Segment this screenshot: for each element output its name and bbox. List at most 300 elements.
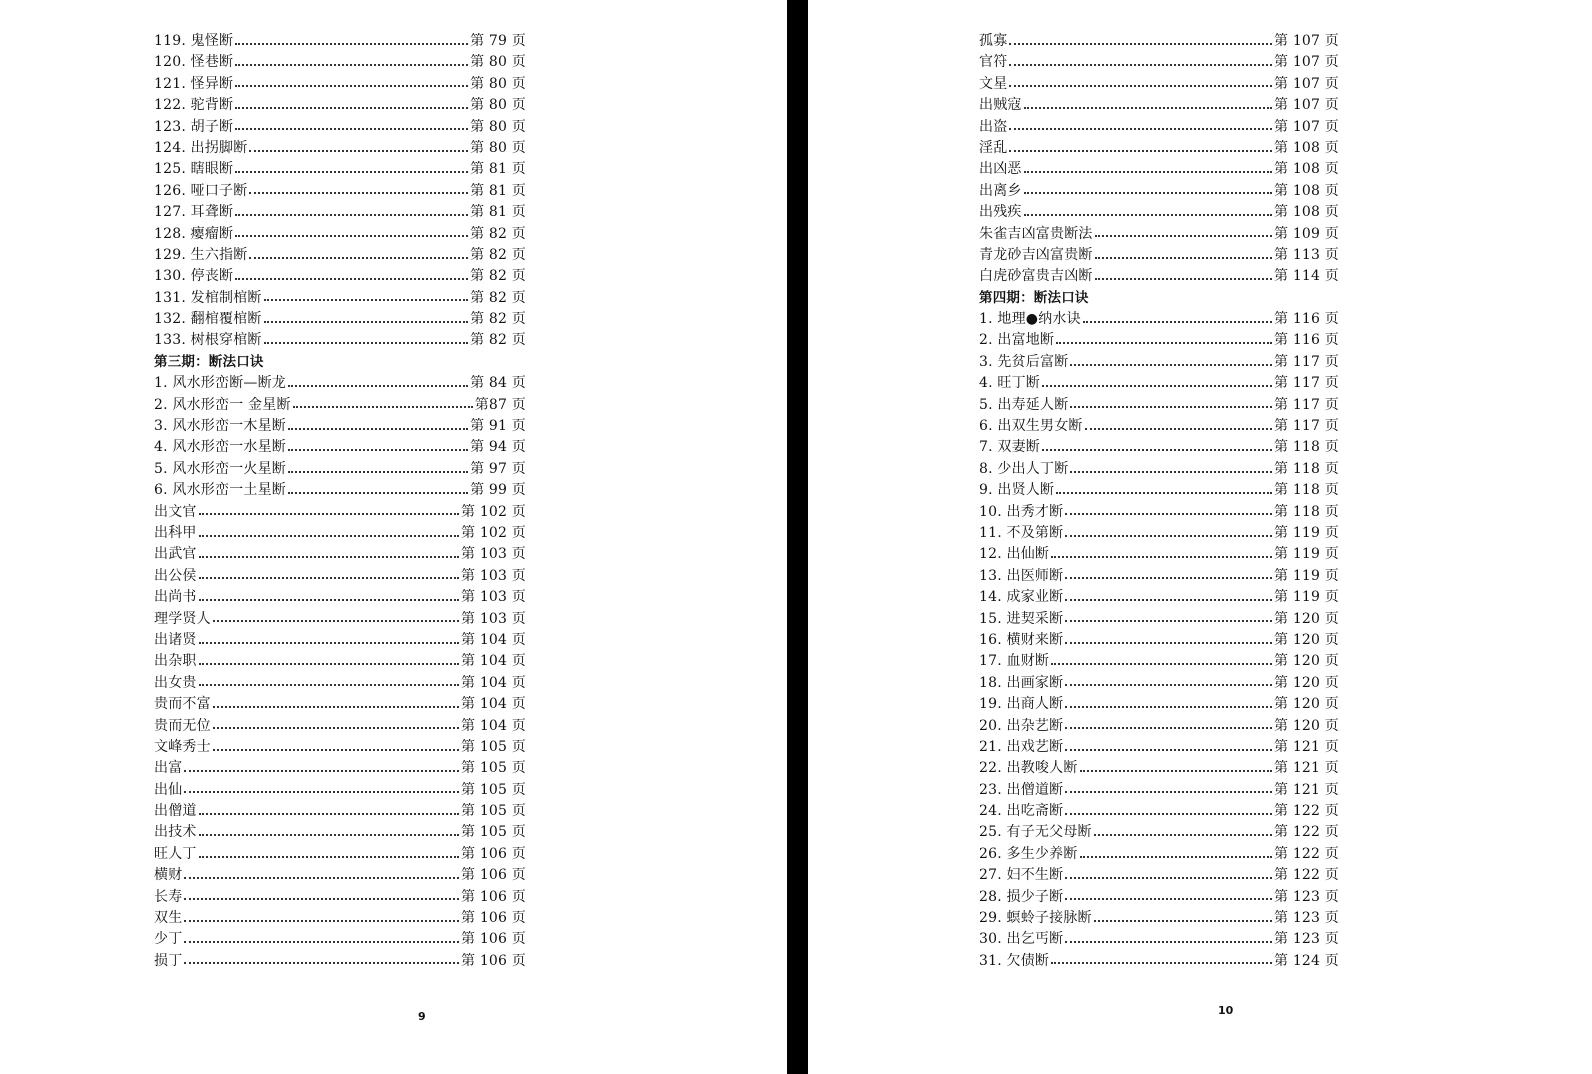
toc-entry-title: 4. 风水形峦一水星断 bbox=[154, 439, 287, 456]
dot-leader bbox=[1065, 706, 1272, 708]
toc-entry bbox=[154, 908, 526, 929]
toc-entry-page: 第 107 页 bbox=[1273, 118, 1339, 135]
toc-entry-page: 第 120 页 bbox=[1273, 610, 1339, 627]
toc-entry-page: 第 106 页 bbox=[460, 952, 526, 969]
toc-entry bbox=[154, 245, 526, 266]
dot-leader bbox=[213, 749, 459, 751]
toc-entry-page: 第 79 页 bbox=[470, 33, 526, 49]
dot-leader bbox=[213, 620, 459, 622]
toc-entry bbox=[154, 480, 526, 501]
toc-entry-title: 17. 血财断 bbox=[979, 653, 1050, 670]
toc-entry-page: 第 118 页 bbox=[1273, 439, 1339, 456]
toc-entry-title: 出技术 bbox=[154, 824, 197, 841]
toc-entry-title: 3. 风水形峦一木星断 bbox=[154, 418, 287, 435]
toc-entry-title: 31. 欠债断 bbox=[979, 952, 1050, 969]
toc-entry-title: 出公侯 bbox=[154, 567, 197, 584]
dot-leader bbox=[1009, 85, 1272, 87]
toc-entry-page: 第 121 页 bbox=[1273, 760, 1339, 777]
toc-entry-page: 第 122 页 bbox=[1273, 867, 1339, 884]
toc-entry bbox=[154, 780, 526, 801]
toc-entry bbox=[154, 181, 526, 202]
dot-leader bbox=[288, 449, 468, 451]
toc-entry-title: 119. 鬼怪断 bbox=[154, 33, 234, 49]
toc-entry-page: 第 80 页 bbox=[470, 97, 526, 114]
section-heading bbox=[154, 352, 526, 373]
toc-entry-title: 2. 出富地断 bbox=[979, 332, 1055, 349]
toc-entry-page: 第 82 页 bbox=[470, 289, 526, 306]
dot-leader bbox=[235, 85, 468, 87]
toc-entry-page: 第 119 页 bbox=[1273, 567, 1339, 584]
toc-entry-title: 文星 bbox=[979, 75, 1008, 92]
toc-entry bbox=[154, 844, 526, 865]
section-heading-title: 第三期：断法口诀 bbox=[154, 353, 264, 370]
toc-entry bbox=[154, 373, 526, 394]
toc-entry bbox=[979, 416, 1339, 437]
toc-entry bbox=[979, 694, 1339, 715]
toc-entry-page: 第 105 页 bbox=[460, 781, 526, 798]
toc-entry-title: 13. 出医师断 bbox=[979, 567, 1064, 584]
toc-entry-title: 官符 bbox=[979, 54, 1008, 71]
dot-leader bbox=[235, 235, 468, 237]
toc-entry-title: 9. 出贤人断 bbox=[979, 482, 1055, 499]
toc-entry-page: 第 103 页 bbox=[460, 610, 526, 627]
dot-leader bbox=[199, 599, 459, 601]
toc-entry-page: 第 123 页 bbox=[1273, 931, 1339, 948]
toc-entry bbox=[979, 844, 1339, 865]
toc-entry-title: 出富 bbox=[154, 760, 183, 777]
toc-entry-page: 第 121 页 bbox=[1273, 781, 1339, 798]
dot-leader bbox=[184, 941, 459, 943]
toc-entry-page: 第 81 页 bbox=[470, 161, 526, 178]
dot-leader bbox=[1095, 257, 1272, 259]
toc-entry bbox=[979, 908, 1339, 929]
toc-entry-title: 出仙 bbox=[154, 781, 183, 798]
toc-entry bbox=[979, 459, 1339, 480]
toc-entry-title: 23. 出僧道断 bbox=[979, 781, 1064, 798]
toc-entry bbox=[979, 330, 1339, 351]
dot-leader bbox=[199, 642, 459, 644]
toc-entry-title: 双生 bbox=[154, 910, 183, 927]
toc-entry-page: 第 108 页 bbox=[1273, 161, 1339, 178]
toc-entry-page: 第 106 页 bbox=[460, 910, 526, 927]
toc-entry-title: 126. 哑口子断 bbox=[154, 182, 248, 199]
dot-leader bbox=[1065, 620, 1272, 622]
dot-leader bbox=[249, 192, 468, 194]
toc-entry bbox=[979, 865, 1339, 886]
toc-entry-page: 第 113 页 bbox=[1273, 246, 1339, 263]
toc-entry bbox=[979, 887, 1339, 908]
toc-entry-page: 第 103 页 bbox=[460, 567, 526, 584]
dot-leader bbox=[184, 898, 459, 900]
dot-leader bbox=[1080, 770, 1272, 772]
toc-entry bbox=[979, 181, 1339, 202]
toc-entry bbox=[154, 202, 526, 223]
dot-leader bbox=[184, 920, 459, 922]
toc-entry-title: 出杂职 bbox=[154, 653, 197, 670]
toc-entry-page: 第 105 页 bbox=[460, 824, 526, 841]
toc-entry-title: 127. 耳聋断 bbox=[154, 204, 234, 221]
toc-entry-title: 出贼寇 bbox=[979, 97, 1022, 114]
toc-entry-page: 第 82 页 bbox=[470, 332, 526, 349]
dot-leader bbox=[199, 813, 459, 815]
toc-entry-title: 1. 风水形峦断—断龙 bbox=[154, 375, 287, 392]
toc-entry-page: 第 117 页 bbox=[1273, 418, 1339, 435]
toc-entry bbox=[979, 737, 1339, 758]
toc-entry-page: 第 97 页 bbox=[470, 460, 526, 477]
toc-entry-page: 第 106 页 bbox=[460, 931, 526, 948]
toc-entry bbox=[979, 673, 1339, 694]
toc-entry bbox=[154, 801, 526, 822]
toc-entry-page: 第 80 页 bbox=[470, 54, 526, 71]
toc-entry-page: 第 117 页 bbox=[1273, 375, 1339, 392]
toc-entry-page: 第 94 页 bbox=[470, 439, 526, 456]
toc-entry bbox=[154, 737, 526, 758]
dot-leader bbox=[199, 577, 459, 579]
dot-leader bbox=[1070, 364, 1272, 366]
toc-entry-page: 第 82 页 bbox=[470, 246, 526, 263]
toc-entry bbox=[154, 74, 526, 95]
dot-leader bbox=[184, 877, 459, 879]
toc-entry-title: 理学贤人 bbox=[154, 610, 211, 627]
toc-entry-page: 第 103 页 bbox=[460, 589, 526, 606]
toc-entry bbox=[154, 630, 526, 651]
table-of-contents-right bbox=[979, 31, 1339, 972]
toc-entry bbox=[154, 587, 526, 608]
toc-entry-title: 131. 发棺制棺断 bbox=[154, 289, 262, 306]
book-spine-divider bbox=[787, 0, 808, 1074]
toc-entry bbox=[154, 544, 526, 565]
toc-entry-title: 132. 翻棺覆棺断 bbox=[154, 311, 262, 328]
toc-entry bbox=[979, 395, 1339, 416]
toc-entry bbox=[979, 95, 1339, 116]
toc-entry-page: 第 107 页 bbox=[1273, 75, 1339, 92]
dot-leader bbox=[1065, 877, 1272, 879]
toc-entry-title: 4. 旺丁断 bbox=[979, 375, 1041, 392]
toc-entry bbox=[979, 523, 1339, 544]
toc-entry-title: 旺人丁 bbox=[154, 845, 197, 862]
toc-entry-page: 第 102 页 bbox=[460, 503, 526, 520]
toc-entry-title: 130. 停丧断 bbox=[154, 268, 234, 285]
dot-leader bbox=[1065, 642, 1272, 644]
dot-leader bbox=[1051, 556, 1272, 558]
toc-entry-title: 123. 胡子断 bbox=[154, 118, 234, 135]
toc-entry-page: 第 82 页 bbox=[470, 225, 526, 242]
dot-leader bbox=[1094, 834, 1272, 836]
toc-entry-page: 第 106 页 bbox=[460, 845, 526, 862]
toc-entry-page: 第 81 页 bbox=[470, 182, 526, 199]
toc-entry-page: 第 84 页 bbox=[470, 375, 526, 392]
toc-entry-title: 出僧道 bbox=[154, 803, 197, 820]
toc-entry-page: 第 102 页 bbox=[460, 524, 526, 541]
dot-leader bbox=[1085, 428, 1272, 430]
toc-entry-title: 12. 出仙断 bbox=[979, 546, 1050, 563]
toc-entry-page: 第 82 页 bbox=[470, 268, 526, 285]
toc-entry-title: 26. 多生少养断 bbox=[979, 845, 1078, 862]
dot-leader bbox=[199, 513, 459, 515]
toc-entry bbox=[154, 266, 526, 287]
section-heading bbox=[979, 288, 1339, 309]
toc-entry bbox=[154, 609, 526, 630]
dot-leader bbox=[1065, 791, 1272, 793]
dot-leader bbox=[288, 428, 468, 430]
toc-entry-title: 出科甲 bbox=[154, 524, 197, 541]
toc-entry bbox=[979, 630, 1339, 651]
left-page bbox=[0, 0, 787, 1074]
toc-entry-page: 第 119 页 bbox=[1273, 589, 1339, 606]
dot-leader bbox=[1056, 492, 1272, 494]
toc-entry-page: 第 118 页 bbox=[1273, 460, 1339, 477]
dot-leader bbox=[249, 257, 468, 259]
toc-entry bbox=[154, 822, 526, 843]
toc-entry-title: 贵而不富 bbox=[154, 696, 211, 713]
dot-leader bbox=[235, 128, 468, 130]
toc-entry-page: 第87 页 bbox=[474, 396, 526, 413]
toc-entry-title: 文峰秀士 bbox=[154, 738, 211, 755]
dot-leader bbox=[235, 43, 468, 45]
dot-leader bbox=[293, 406, 473, 408]
toc-entry bbox=[154, 138, 526, 159]
toc-entry bbox=[154, 395, 526, 416]
toc-entry bbox=[979, 117, 1339, 138]
toc-entry bbox=[979, 716, 1339, 737]
toc-entry bbox=[979, 437, 1339, 458]
toc-entry-title: 6. 风水形峦一土星断 bbox=[154, 482, 287, 499]
dot-leader bbox=[213, 727, 459, 729]
dot-leader bbox=[1065, 599, 1272, 601]
toc-entry-title: 8. 少出人丁断 bbox=[979, 460, 1069, 477]
toc-entry bbox=[979, 266, 1339, 287]
dot-leader bbox=[199, 684, 459, 686]
dot-leader bbox=[264, 321, 468, 323]
toc-entry bbox=[979, 651, 1339, 672]
dot-leader bbox=[1056, 342, 1272, 344]
toc-entry-page: 第 120 页 bbox=[1273, 653, 1339, 670]
toc-entry bbox=[979, 566, 1339, 587]
dot-leader bbox=[1065, 535, 1272, 537]
dot-leader bbox=[1080, 856, 1272, 858]
toc-entry bbox=[979, 609, 1339, 630]
toc-entry-title: 20. 出杂艺断 bbox=[979, 717, 1064, 734]
toc-entry bbox=[979, 352, 1339, 373]
dot-leader bbox=[1094, 920, 1272, 922]
toc-entry bbox=[154, 416, 526, 437]
toc-entry bbox=[979, 780, 1339, 801]
dot-leader bbox=[235, 107, 468, 109]
toc-entry bbox=[154, 758, 526, 779]
toc-entry-page: 第 104 页 bbox=[460, 631, 526, 648]
toc-entry bbox=[154, 437, 526, 458]
toc-entry bbox=[979, 480, 1339, 501]
dot-leader bbox=[1065, 749, 1272, 751]
toc-entry-page: 第 107 页 bbox=[1273, 97, 1339, 114]
toc-entry-title: 7. 双妻断 bbox=[979, 439, 1041, 456]
toc-entry-title: 18. 出画家断 bbox=[979, 674, 1064, 691]
toc-entry-page: 第 118 页 bbox=[1273, 503, 1339, 520]
dot-leader bbox=[184, 962, 459, 964]
toc-entry bbox=[979, 202, 1339, 223]
toc-entry bbox=[979, 758, 1339, 779]
toc-entry-page: 第 106 页 bbox=[460, 888, 526, 905]
dot-leader bbox=[1024, 107, 1272, 109]
toc-entry-title: 出凶恶 bbox=[979, 161, 1022, 178]
right-page bbox=[808, 0, 1592, 1074]
toc-entry-page: 第 120 页 bbox=[1273, 696, 1339, 713]
toc-entry-title: 29. 螟蛉子接脉断 bbox=[979, 910, 1092, 927]
toc-entry-page: 第 122 页 bbox=[1273, 845, 1339, 862]
toc-entry bbox=[154, 309, 526, 330]
dot-leader bbox=[1051, 962, 1272, 964]
toc-entry-page: 第 107 页 bbox=[1273, 54, 1339, 71]
dot-leader bbox=[1065, 577, 1272, 579]
toc-entry-title: 128. 瘿瘤断 bbox=[154, 225, 234, 242]
toc-entry-page: 第 107 页 bbox=[1273, 33, 1339, 49]
toc-entry-page: 第 123 页 bbox=[1273, 888, 1339, 905]
dot-leader bbox=[264, 342, 468, 344]
toc-entry-title: 11. 不及第断 bbox=[979, 524, 1064, 541]
dot-leader bbox=[1070, 471, 1272, 473]
dot-leader bbox=[184, 770, 459, 772]
toc-entry-page: 第 122 页 bbox=[1273, 803, 1339, 820]
toc-entry-page: 第 120 页 bbox=[1273, 717, 1339, 734]
dot-leader bbox=[1083, 321, 1272, 323]
toc-entry-title: 129. 生六指断 bbox=[154, 246, 248, 263]
dot-leader bbox=[199, 856, 459, 858]
toc-entry bbox=[154, 523, 526, 544]
toc-entry bbox=[154, 951, 526, 972]
section-heading-title: 第四期：断法口诀 bbox=[979, 289, 1089, 306]
dot-leader bbox=[1095, 278, 1272, 280]
toc-entry bbox=[154, 566, 526, 587]
toc-entry-title: 出盗 bbox=[979, 118, 1008, 135]
dot-leader bbox=[184, 791, 459, 793]
toc-entry-title: 6. 出双生男女断 bbox=[979, 418, 1083, 435]
dot-leader bbox=[1009, 128, 1272, 130]
toc-entry-title: 孤寡 bbox=[979, 33, 1008, 49]
toc-entry-page: 第 116 页 bbox=[1273, 311, 1339, 328]
toc-entry-page: 第 108 页 bbox=[1273, 204, 1339, 221]
toc-entry-page: 第 81 页 bbox=[470, 204, 526, 221]
toc-entry-title: 出武官 bbox=[154, 546, 197, 563]
dot-leader bbox=[249, 150, 468, 152]
dot-leader bbox=[1024, 171, 1272, 173]
dot-leader bbox=[199, 834, 459, 836]
dot-leader bbox=[1051, 663, 1272, 665]
toc-entry bbox=[154, 716, 526, 737]
toc-entry-title: 贵而无位 bbox=[154, 717, 211, 734]
toc-entry bbox=[979, 544, 1339, 565]
toc-entry-title: 1. 地理●纳水诀 bbox=[979, 311, 1081, 328]
toc-entry-page: 第 104 页 bbox=[460, 717, 526, 734]
toc-entry-title: 2. 风水形峦一 金星断 bbox=[154, 396, 291, 413]
toc-entry-title: 25. 有子无父母断 bbox=[979, 824, 1092, 841]
toc-entry-title: 损丁 bbox=[154, 952, 183, 969]
toc-entry-page: 第 104 页 bbox=[460, 653, 526, 670]
toc-entry bbox=[154, 31, 526, 52]
toc-entry-title: 10. 出秀才断 bbox=[979, 503, 1064, 520]
page-number: 9 bbox=[418, 1010, 426, 1023]
toc-entry-page: 第 122 页 bbox=[1273, 824, 1339, 841]
toc-entry-page: 第 118 页 bbox=[1273, 482, 1339, 499]
toc-entry-title: 少丁 bbox=[154, 931, 183, 948]
toc-entry bbox=[154, 929, 526, 950]
dot-leader bbox=[1009, 43, 1272, 45]
dot-leader bbox=[1095, 235, 1272, 237]
toc-entry-title: 白虎砂富贵吉凶断 bbox=[979, 268, 1093, 285]
toc-entry-page: 第 120 页 bbox=[1273, 631, 1339, 648]
dot-leader bbox=[1065, 684, 1272, 686]
toc-entry bbox=[979, 309, 1339, 330]
toc-entry-page: 第 80 页 bbox=[470, 118, 526, 135]
dot-leader bbox=[1065, 513, 1272, 515]
toc-entry bbox=[979, 74, 1339, 95]
dot-leader bbox=[199, 535, 459, 537]
toc-entry-title: 淫乱 bbox=[979, 139, 1008, 156]
toc-entry-title: 125. 瞎眼断 bbox=[154, 161, 234, 178]
toc-entry bbox=[154, 694, 526, 715]
toc-entry bbox=[979, 801, 1339, 822]
toc-entry bbox=[979, 138, 1339, 159]
toc-entry-title: 28. 损少子断 bbox=[979, 888, 1064, 905]
toc-entry bbox=[154, 651, 526, 672]
toc-entry bbox=[979, 31, 1339, 52]
toc-entry-title: 出残疾 bbox=[979, 204, 1022, 221]
dot-leader bbox=[264, 299, 468, 301]
dot-leader bbox=[1070, 406, 1272, 408]
table-of-contents-left bbox=[154, 31, 526, 972]
toc-entry bbox=[979, 245, 1339, 266]
toc-entry bbox=[154, 673, 526, 694]
toc-entry bbox=[979, 373, 1339, 394]
dot-leader bbox=[288, 385, 468, 387]
toc-entry-page: 第 121 页 bbox=[1273, 738, 1339, 755]
toc-entry bbox=[154, 117, 526, 138]
toc-entry-page: 第 116 页 bbox=[1273, 332, 1339, 349]
toc-entry-page: 第 119 页 bbox=[1273, 524, 1339, 541]
toc-entry-page: 第 120 页 bbox=[1273, 674, 1339, 691]
toc-entry bbox=[979, 224, 1339, 245]
toc-entry bbox=[979, 159, 1339, 180]
toc-entry bbox=[154, 330, 526, 351]
toc-entry-title: 青龙砂吉凶富贵断 bbox=[979, 246, 1093, 263]
toc-entry bbox=[979, 52, 1339, 73]
toc-entry-title: 出离乡 bbox=[979, 182, 1022, 199]
dot-leader bbox=[1065, 727, 1272, 729]
toc-entry bbox=[154, 224, 526, 245]
toc-entry-title: 出文官 bbox=[154, 503, 197, 520]
toc-entry-title: 长寿 bbox=[154, 888, 183, 905]
toc-entry-title: 16. 横财来断 bbox=[979, 631, 1064, 648]
toc-entry-title: 124. 出拐脚断 bbox=[154, 139, 248, 156]
toc-entry-page: 第 117 页 bbox=[1273, 396, 1339, 413]
toc-entry-title: 24. 出吃斋断 bbox=[979, 803, 1064, 820]
toc-entry-title: 横财 bbox=[154, 867, 183, 884]
toc-entry-page: 第 105 页 bbox=[460, 803, 526, 820]
toc-entry-page: 第 123 页 bbox=[1273, 910, 1339, 927]
dot-leader bbox=[1065, 941, 1272, 943]
toc-entry-page: 第 106 页 bbox=[460, 867, 526, 884]
toc-entry-title: 14. 成家业断 bbox=[979, 589, 1064, 606]
toc-entry bbox=[979, 502, 1339, 523]
dot-leader bbox=[288, 492, 468, 494]
toc-entry-title: 5. 风水形峦一火星断 bbox=[154, 460, 287, 477]
toc-entry-title: 出尚书 bbox=[154, 589, 197, 606]
toc-entry bbox=[154, 502, 526, 523]
dot-leader bbox=[1024, 192, 1272, 194]
toc-entry-page: 第 104 页 bbox=[460, 674, 526, 691]
toc-entry-title: 15. 进契采断 bbox=[979, 610, 1064, 627]
toc-entry-page: 第 82 页 bbox=[470, 311, 526, 328]
toc-entry-title: 22. 出教唆人断 bbox=[979, 760, 1078, 777]
